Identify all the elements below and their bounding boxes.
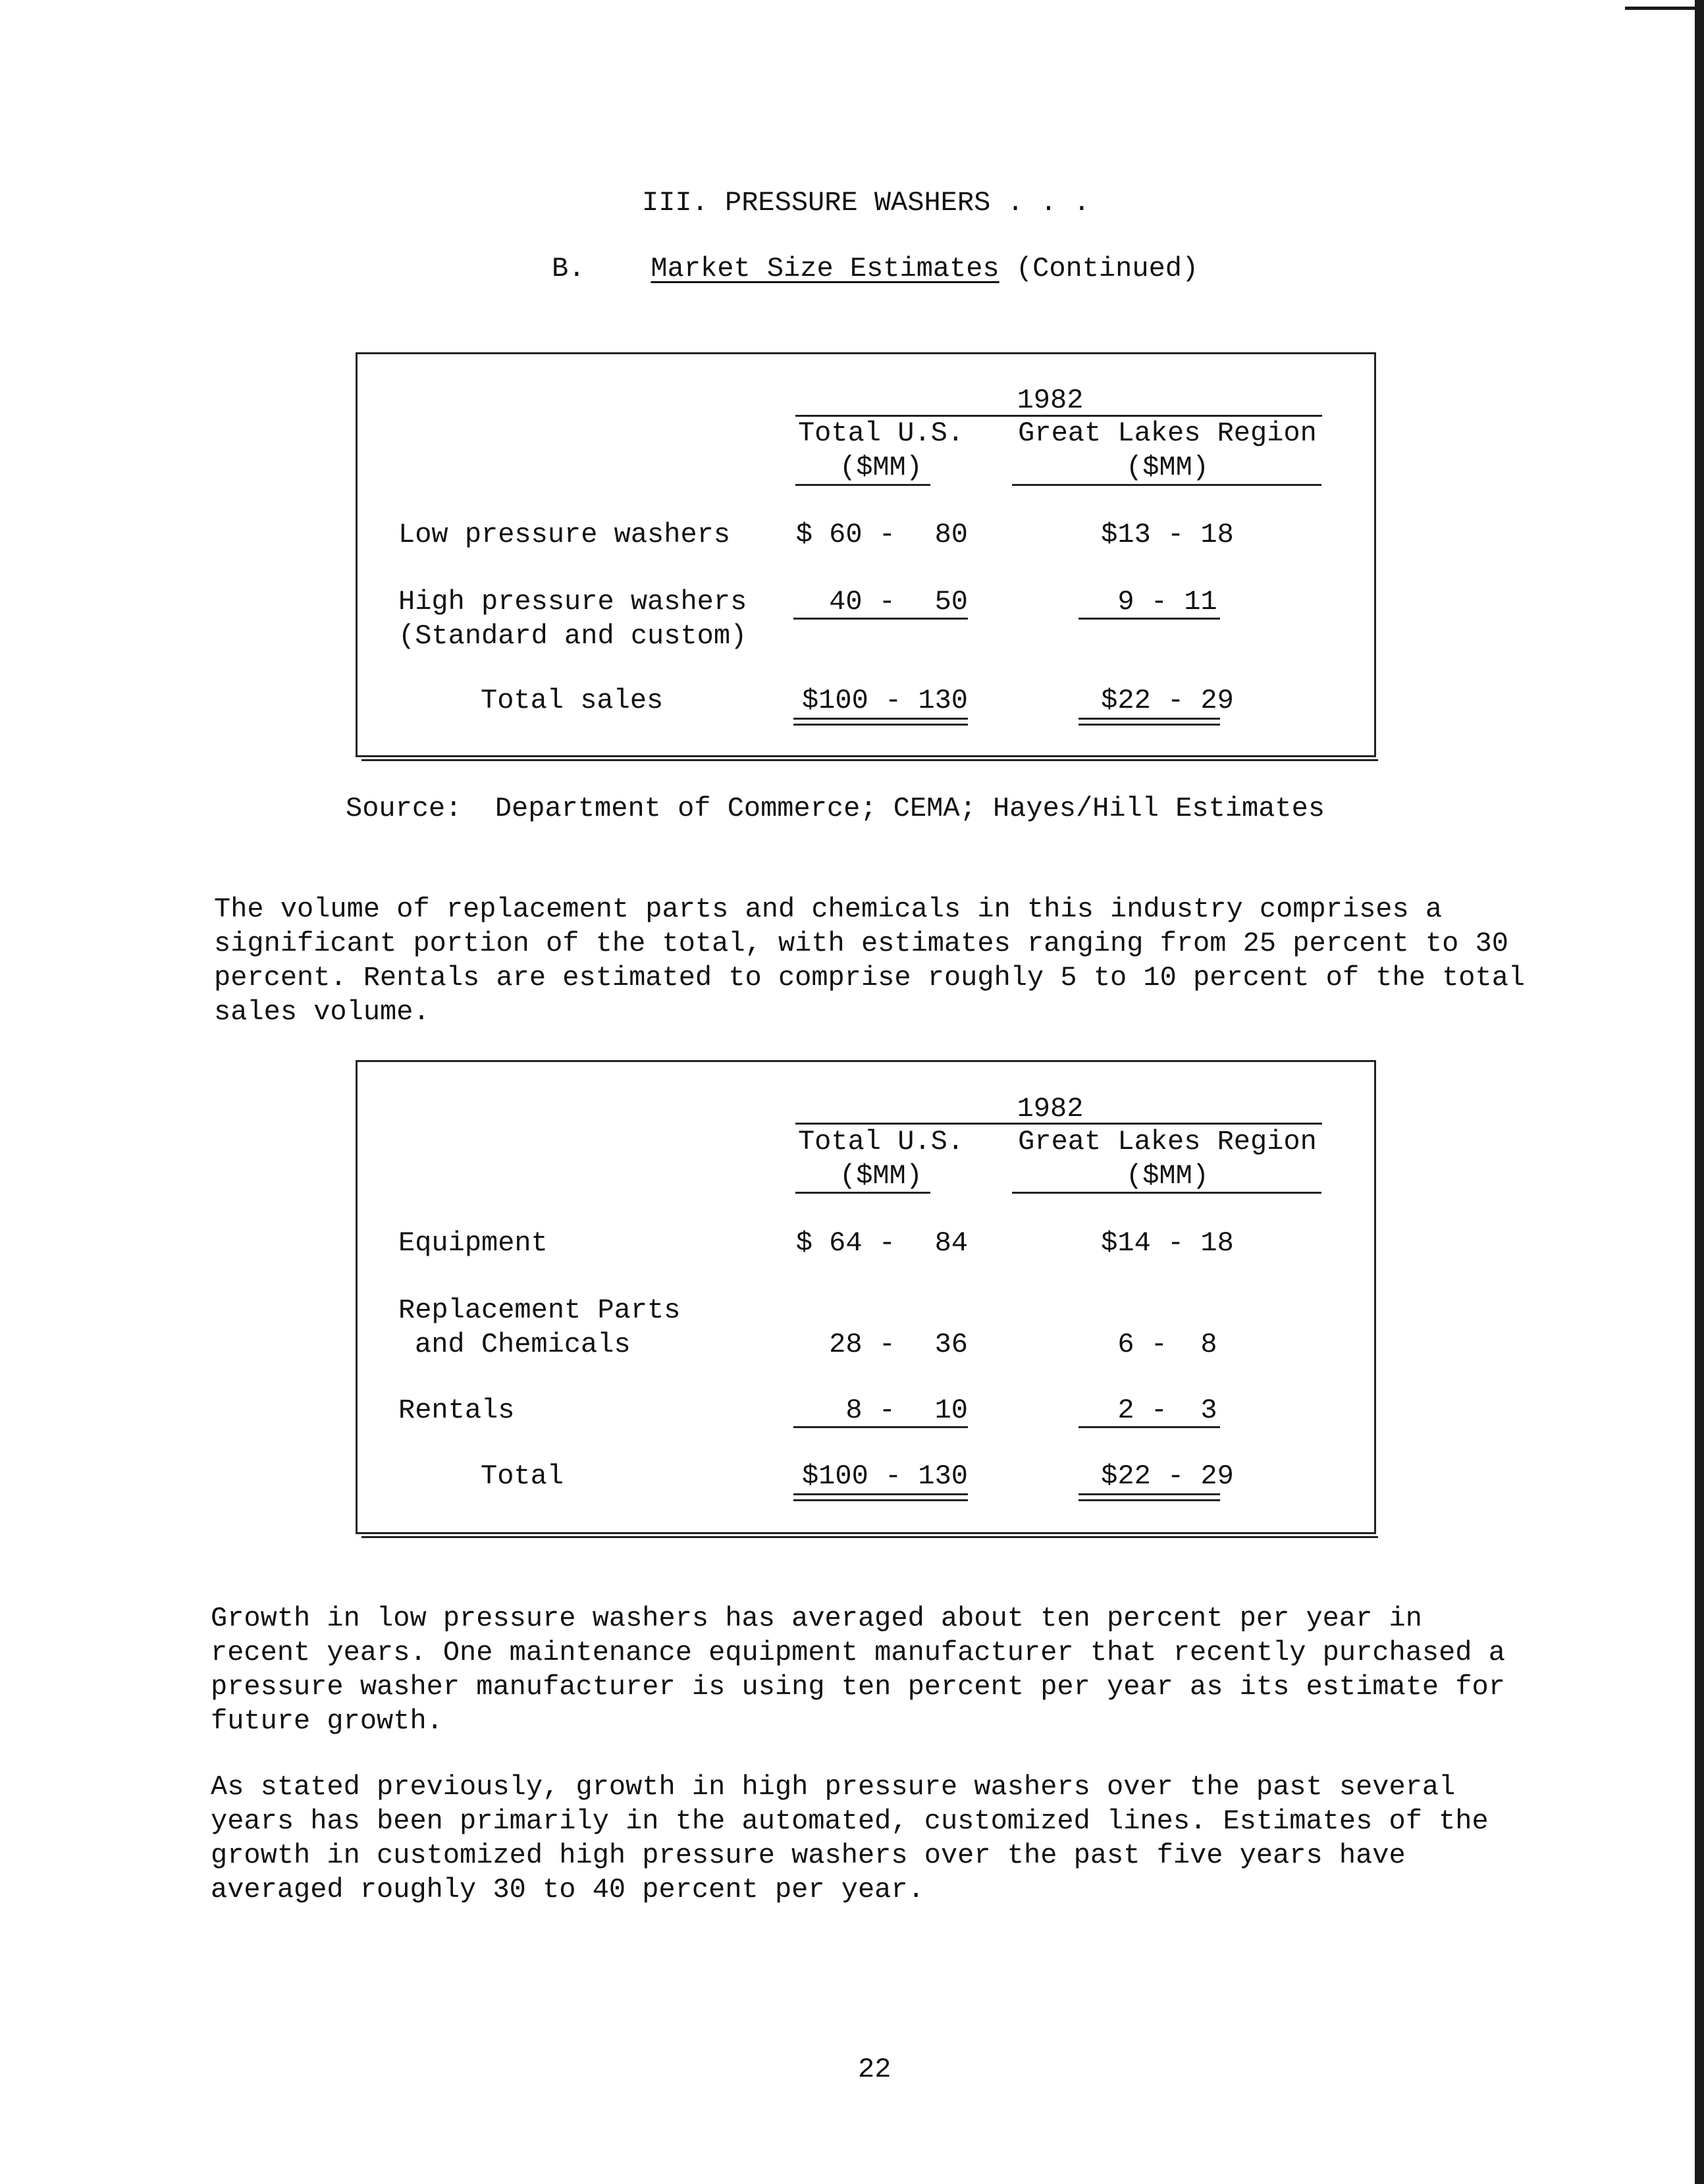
t2-col2-header: Great Lakes Region (1018, 1126, 1317, 1158)
t1-subtotal-rule-us (793, 618, 968, 620)
t1-us-high: 80 (934, 519, 968, 550)
t2-row-label-cont: and Chemicals (415, 1329, 631, 1360)
t2-gl-value: $14 - 18 (1101, 1227, 1234, 1259)
sub-heading-letter: B. (552, 253, 585, 284)
t1-gl-value: 9 - 11 (1117, 586, 1217, 618)
t1-us-high: 50 (934, 586, 968, 618)
t2-us-high: 84 (934, 1227, 968, 1259)
t1-total-us: $100 - 130 (801, 685, 968, 716)
t2-us-low: 8 - (845, 1395, 895, 1426)
page-number: 22 (858, 2054, 892, 2085)
paragraph-3: As stated previously, growth in high pressure washers over the past several years has been primarily in the automated, customized lines. Estimates of the growth in customized high pressure washers over the past five years have averaged roughly 30 to 40 percent per year. (211, 1771, 1489, 1905)
t1-total-label: Total sales (481, 685, 664, 716)
sub-heading (552, 252, 1198, 286)
t2-us-high: 10 (934, 1395, 968, 1426)
t1-row-label: High pressure washers (398, 586, 747, 618)
t1-us-low: 40 - (829, 586, 895, 618)
t2-row-label: Equipment (398, 1227, 548, 1259)
t1-col1-header: Total U.S. (797, 417, 965, 449)
scan-edge-top (1625, 7, 1704, 10)
sub-heading-title: Market Size Estimates (651, 253, 999, 284)
t1-col1-rule (795, 484, 930, 486)
t2-us-low: 28 - (829, 1329, 895, 1360)
t2-us-low: $ 64 - (795, 1227, 895, 1259)
scan-edge (1695, 0, 1704, 2184)
t1-us-low: $ 60 - (795, 519, 895, 550)
t1-col2-rule (1012, 484, 1321, 486)
sub-heading-suffix: (Continued) (1015, 253, 1199, 284)
t1-row-label: Low pressure washers (398, 519, 731, 550)
t2-col1-rule (795, 1192, 930, 1194)
paragraph-1: The volume of replacement parts and chemicals in this industry comprises a significant portion of the total, with estimates ranging from 25 percent to 30 percent. Rentals are estimated to comprise roughly 5 to 10 percent of the total sales volume. (214, 893, 1526, 1028)
t2-total-double-rule-us (793, 1493, 968, 1501)
t2-total-double-rule-gl (1078, 1493, 1220, 1501)
source-note: Source: Department of Commerce; CEMA; Hayes/Hill Estimates (346, 793, 1325, 824)
t1-col2-unit: ($MM) (1125, 452, 1210, 483)
t2-col1-unit: ($MM) (839, 1160, 923, 1192)
t1-year: 1982 (1017, 385, 1084, 416)
t1-row-label-cont: (Standard and custom) (398, 620, 747, 652)
t1-total-gl: $22 - 29 (1101, 685, 1234, 716)
section-heading: III. PRESSURE WASHERS . . . (642, 187, 1090, 219)
t2-subtotal-rule-gl (1078, 1426, 1220, 1428)
t2-col2-rule (1012, 1192, 1321, 1194)
t2-subtotal-rule-us (793, 1426, 968, 1428)
t1-total-double-rule-gl (1078, 718, 1220, 726)
t1-gl-value: $13 - 18 (1101, 519, 1234, 550)
t2-col2-unit: ($MM) (1125, 1160, 1210, 1192)
t1-col1-unit: ($MM) (839, 452, 923, 483)
t2-gl-value: 6 - 8 (1117, 1329, 1217, 1360)
t2-col1-header: Total U.S. (797, 1126, 965, 1158)
t2-total-label: Total (481, 1460, 564, 1492)
t2-total-us: $100 - 130 (801, 1460, 968, 1492)
t1-subtotal-rule-gl (1078, 618, 1220, 620)
t2-row-label: Replacement Parts (398, 1294, 681, 1326)
t2-row-label: Rentals (398, 1395, 515, 1426)
t1-col2-header: Great Lakes Region (1018, 417, 1317, 449)
paragraph-2: Growth in low pressure washers has averaged about ten percent per year in recent years. One maintenance equipment manufacturer that recently purchased a pressure washer manufacturer is using ten percent per year as its estimate for future growth. (211, 1603, 1505, 1737)
t1-total-double-rule-us (793, 718, 968, 726)
t2-gl-value: 2 - 3 (1117, 1395, 1217, 1426)
t2-year: 1982 (1017, 1093, 1084, 1125)
t2-us-high: 36 (934, 1329, 968, 1360)
t2-total-gl: $22 - 29 (1101, 1460, 1234, 1492)
